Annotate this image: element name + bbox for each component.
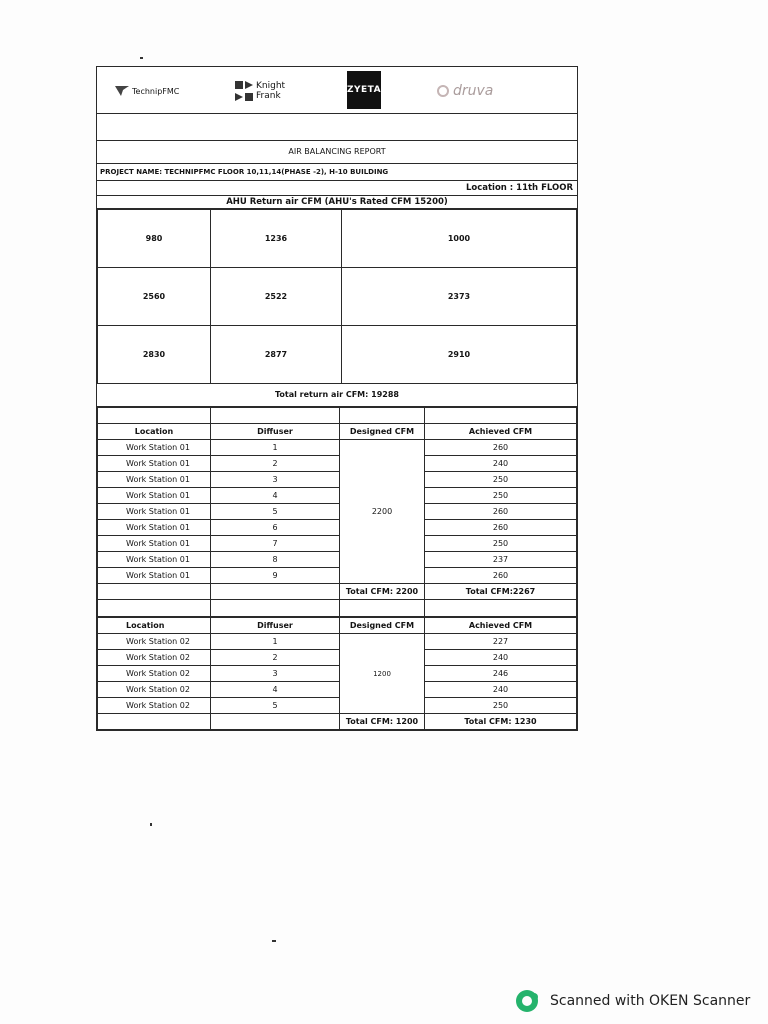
col-designed: Designed CFM xyxy=(340,618,425,634)
diffuser-cell: 7 xyxy=(211,536,340,552)
table-row xyxy=(98,472,577,488)
scan-speck xyxy=(272,940,276,942)
return-air-cell: 2830 xyxy=(98,326,211,384)
table-row xyxy=(98,504,577,520)
return-air-cell: 2877 xyxy=(211,326,342,384)
diffuser-cell: 3 xyxy=(211,472,340,488)
location-cell: Work Station 02 xyxy=(98,682,211,698)
oken-logo-icon xyxy=(516,990,538,1012)
technipfmc-icon xyxy=(115,86,129,96)
diffuser-cell: 8 xyxy=(211,552,340,568)
table-row xyxy=(98,650,577,666)
return-air-cell: 2522 xyxy=(211,268,342,326)
header-row xyxy=(98,424,577,440)
spacer-row xyxy=(98,600,577,617)
achieved-cell: 250 xyxy=(425,536,577,552)
return-air-cell: 1236 xyxy=(211,210,342,268)
total-designed: Total CFM: 2200 xyxy=(340,584,425,600)
location-label: Location : 11th FLOOR xyxy=(465,183,573,193)
col-diffuser: Diffuser xyxy=(211,618,340,634)
return-air-cell: 2373 xyxy=(342,268,577,326)
location-cell: Work Station 01 xyxy=(98,440,211,456)
achieved-cell: 237 xyxy=(425,552,577,568)
scan-speck xyxy=(150,823,152,826)
total-achieved: Total CFM: 1230 xyxy=(425,714,577,730)
return-air-row xyxy=(98,268,577,326)
achieved-cell: 260 xyxy=(425,440,577,456)
achieved-cell: 240 xyxy=(425,650,577,666)
achieved-cell: 240 xyxy=(425,456,577,472)
location-cell: Work Station 01 xyxy=(98,456,211,472)
col-location: Location xyxy=(98,618,211,634)
total-row xyxy=(98,584,577,600)
druva-logo: druva xyxy=(437,75,493,107)
return-air-row xyxy=(98,326,577,384)
location-cell: Work Station 01 xyxy=(98,568,211,584)
total-achieved: Total CFM:2267 xyxy=(425,584,577,600)
achieved-cell: 250 xyxy=(425,472,577,488)
location-cell: Work Station 02 xyxy=(98,634,211,650)
diffuser-cell: 3 xyxy=(211,666,340,682)
report-sheet xyxy=(96,66,578,731)
diffuser-cell: 9 xyxy=(211,568,340,584)
section1-table xyxy=(97,407,577,617)
diffuser-cell: 6 xyxy=(211,520,340,536)
diffuser-cell: 2 xyxy=(211,456,340,472)
diffuser-cell: 1 xyxy=(211,634,340,650)
col-location: Location xyxy=(98,424,211,440)
table-row xyxy=(98,520,577,536)
table-row xyxy=(98,682,577,698)
col-diffuser: Diffuser xyxy=(211,424,340,440)
return-air-cell: 1000 xyxy=(342,210,577,268)
col-achieved: Achieved CFM xyxy=(425,424,577,440)
table-row xyxy=(98,440,577,456)
table-row xyxy=(98,552,577,568)
location-cell: Work Station 01 xyxy=(98,552,211,568)
diffuser-cell: 5 xyxy=(211,698,340,714)
location-cell: Work Station 02 xyxy=(98,650,211,666)
return-air-table xyxy=(97,209,577,384)
location-cell: Work Station 01 xyxy=(98,472,211,488)
knight-frank-logo: Knight Frank xyxy=(235,75,285,107)
scanner-label: Scanned with OKEN Scanner xyxy=(550,993,751,1009)
diffuser-cell: 1 xyxy=(211,440,340,456)
table-row xyxy=(98,488,577,504)
achieved-cell: 246 xyxy=(425,666,577,682)
table-row xyxy=(98,568,577,584)
ahu-header: AHU Return air CFM (AHU's Rated CFM 15200) xyxy=(97,195,577,209)
achieved-cell: 260 xyxy=(425,504,577,520)
table-row xyxy=(98,536,577,552)
return-air-cell: 980 xyxy=(98,210,211,268)
scanner-watermark xyxy=(516,990,750,1012)
return-air-cell: 2560 xyxy=(98,268,211,326)
location-cell: Work Station 01 xyxy=(98,536,211,552)
location-cell: Work Station 02 xyxy=(98,698,211,714)
header-row xyxy=(98,618,577,634)
table-row xyxy=(98,456,577,472)
scan-speck xyxy=(140,57,143,59)
diffuser-cell: 4 xyxy=(211,682,340,698)
druva-icon xyxy=(437,84,449,98)
col-designed: Designed CFM xyxy=(340,424,425,440)
report-title: AIR BALANCING REPORT xyxy=(97,140,577,164)
table-row xyxy=(98,666,577,682)
location-cell: Work Station 01 xyxy=(98,504,211,520)
zyeta-logo: ZYETA xyxy=(347,71,381,109)
logo-bar xyxy=(97,67,577,114)
knight-frank-icon xyxy=(235,81,253,101)
table-row xyxy=(98,634,577,650)
col-achieved: Achieved CFM xyxy=(425,618,577,634)
location-cell: Work Station 01 xyxy=(98,520,211,536)
technipfmc-logo: TechnipFMC xyxy=(115,75,179,107)
total-designed: Total CFM: 1200 xyxy=(340,714,425,730)
return-air-cell: 2910 xyxy=(342,326,577,384)
achieved-cell: 227 xyxy=(425,634,577,650)
table-row xyxy=(98,698,577,714)
project-name: PROJECT NAME: TECHNIPFMC FLOOR 10,11,14(PHASE -2), H-10 BUILDING xyxy=(97,164,577,181)
return-air-row xyxy=(98,210,577,268)
achieved-cell: 250 xyxy=(425,698,577,714)
diffuser-cell: 4 xyxy=(211,488,340,504)
achieved-cell: 240 xyxy=(425,682,577,698)
total-return-air: Total return air CFM: 19288 xyxy=(97,384,577,407)
section2-table xyxy=(97,617,577,730)
achieved-cell: 260 xyxy=(425,568,577,584)
spacer-row xyxy=(98,408,577,424)
diffuser-cell: 5 xyxy=(211,504,340,520)
designed-cell: 1200 xyxy=(340,634,425,714)
achieved-cell: 260 xyxy=(425,520,577,536)
diffuser-cell: 2 xyxy=(211,650,340,666)
designed-cell: 2200 xyxy=(340,440,425,584)
achieved-cell: 250 xyxy=(425,488,577,504)
total-row xyxy=(98,714,577,730)
location-cell: Work Station 02 xyxy=(98,666,211,682)
location-cell: Work Station 01 xyxy=(98,488,211,504)
